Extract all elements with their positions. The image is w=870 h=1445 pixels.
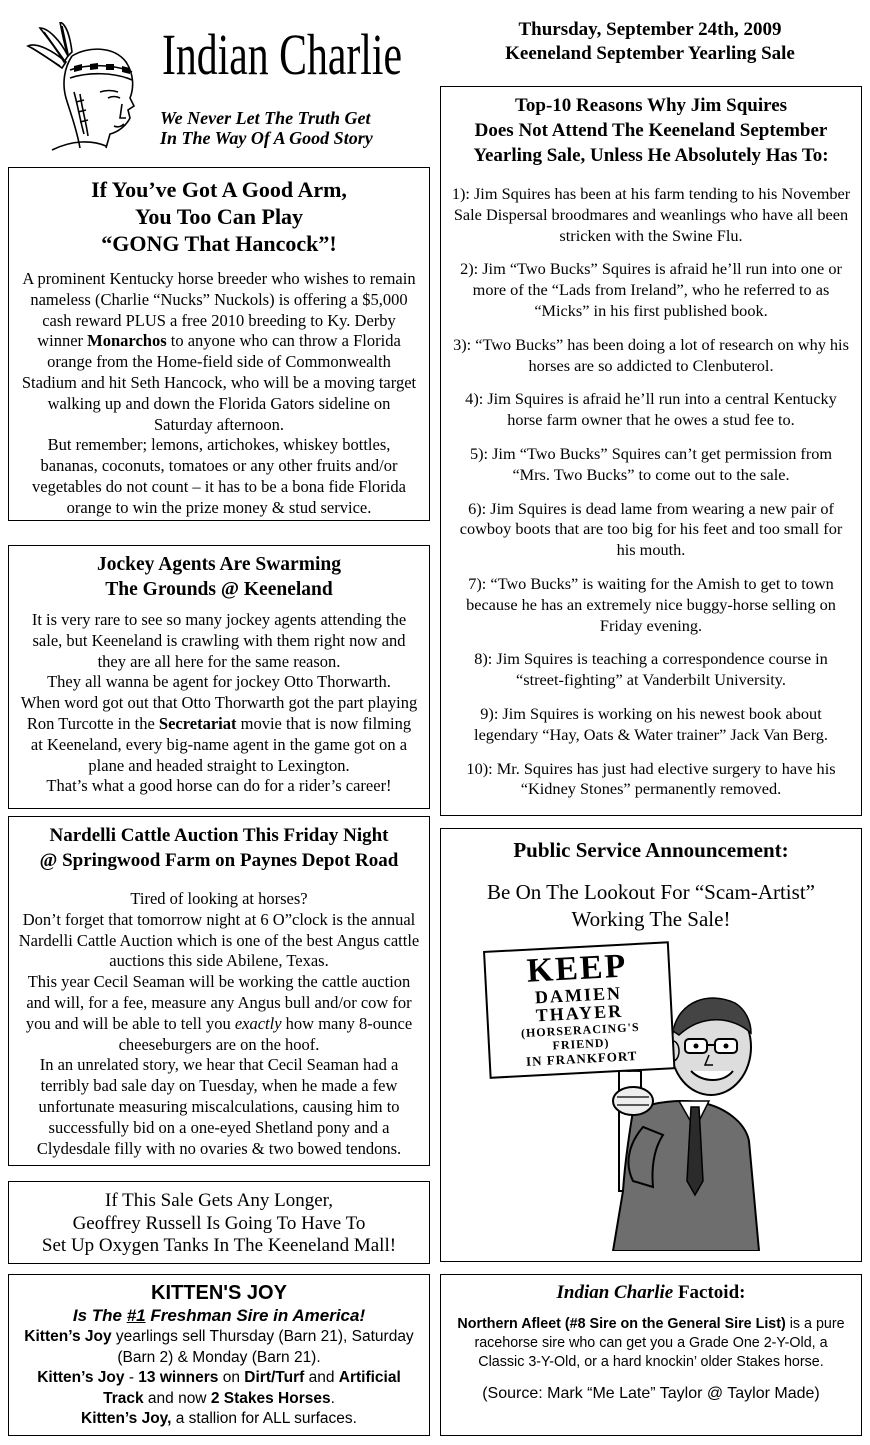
- jockey-paragraph-2: They all wanna be agent for jockey Otto Thorwarth.: [47, 672, 391, 692]
- top10-headline-line3: Yearling Sale, Unless He Absolutely Has To:: [473, 145, 829, 166]
- psa-line2: Working The Sale!: [571, 907, 731, 931]
- cattle-paragraph-2: Don’t forget that tomorrow night at 6 O”clock is the annual Nardelli Cattle Auction which is one of the best Angus cattle auctions this side Abilene, Texas.: [18, 909, 420, 971]
- oxygen-tanks-blurb: [8, 1181, 430, 1264]
- reason-item: 7): “Two Bucks” is waiting for the Amish to get to town because he has an extremely nice buggy-horse selling on Friday evening.: [466, 573, 836, 635]
- factoid-headline: Indian Charlie Factoid:: [556, 1282, 746, 1303]
- jockey-headline-line2: The Grounds @ Keeneland: [105, 579, 333, 600]
- reason-item: 1): Jim Squires has been at his farm tending to his November Sale Dispersal broodmares and weanlings who have all been stricken with the Swine Flu.: [451, 184, 851, 245]
- masthead-slogan-line1: We Never Let The Truth Get: [160, 108, 371, 128]
- indian-charlie-factoid: [440, 1274, 862, 1436]
- reason-item: 9): Jim Squires is working on his newest book about legendary “Hay, Oats & Water trainer” Jack Van Berg.: [474, 703, 828, 744]
- public-service-announcement: [440, 828, 862, 1262]
- oxygen-line3: Set Up Oxygen Tanks In The Keeneland Mall!: [41, 1235, 397, 1256]
- top10-reasons-article: [440, 86, 862, 816]
- kitten-line-3: Kitten’s Joy, a stallion for ALL surfaces.: [81, 1410, 357, 1427]
- gong-headline-line1: If You’ve Got A Good Arm,: [91, 177, 347, 202]
- gong-headline-line2: You Too Can Play: [134, 204, 304, 229]
- gong-headline-line3: “GONG That Hancock”!: [101, 231, 337, 256]
- kitten-line-2: Kitten’s Joy - 13 winners on Dirt/Turf and Artificial Track and now 2 Stakes Horses.: [37, 1369, 401, 1407]
- reason-item: 5): Jim “Two Bucks” Squires can’t get permission from “Mrs. Two Bucks” to come out to the sale.: [469, 443, 833, 484]
- reason-item: 10): Mr. Squires has just had elective surgery to have his “Kidney Stones” permanently removed.: [466, 758, 836, 799]
- reason-item: 4): Jim Squires is afraid he’ll run into a central Kentucky horse farm owner that he owes a stud fee to.: [465, 389, 837, 430]
- psa-line1: Be On The Lookout For “Scam-Artist”: [487, 880, 815, 904]
- masthead-slogan-line2: In The Way Of A Good Story: [160, 128, 373, 148]
- campaign-sign: [483, 941, 675, 1079]
- cattle-paragraph-1: Tired of looking at horses?: [130, 889, 308, 908]
- jockey-agents-article: [8, 545, 430, 809]
- oxygen-line1: If This Sale Gets Any Longer,: [105, 1190, 333, 1211]
- jockey-headline-line1: Jockey Agents Are Swarming: [97, 554, 341, 575]
- sign-line-horseracing: (HORSERACING'S: [520, 1019, 640, 1041]
- masthead-title: Indian Charlie: [162, 22, 403, 87]
- reason-item: 8): Jim Squires is teaching a correspondence course in “street-fighting” at Vanderbilt University.: [474, 649, 828, 690]
- top10-headline-line2: Does Not Attend The Keeneland September: [474, 120, 828, 141]
- reason-item: 2): Jim “Two Bucks” Squires is afraid he’ll run into one or more of the “Lads from Ireland”, who he referred to as “Micks” in his first published book.: [460, 259, 842, 320]
- reason-item: 3): “Two Bucks” has been doing a lot of research on why his horses are so addicted to Clenbuterol.: [453, 334, 849, 375]
- sign-line-frankfort: IN FRANKFORT: [525, 1048, 638, 1069]
- sign-line-keep: KEEP: [525, 947, 629, 990]
- cattle-paragraph-3: This year Cecil Seaman will be working the cattle auction and will, for a fee, measure any Angus bull and/or cow for you and will be able to tell you exactly how many 8-ounce cheeseburgers are on the hoof.: [25, 972, 413, 1054]
- sign-line-thayer: THAYER: [535, 1000, 624, 1026]
- gong-hancock-article: [8, 167, 430, 521]
- sign-line-damien: DAMIEN: [534, 982, 623, 1008]
- reason-item: 6): Jim Squires is dead lame from wearing a new pair of cowboy boots that are too big for his feet and too small for his mouth.: [459, 498, 843, 560]
- kitten-title: KITTEN'S JOY: [151, 1282, 287, 1304]
- issue-date: Thursday, September 24th, 2009: [518, 19, 782, 40]
- factoid-body: Northern Afleet (#8 Sire on the General Sire List) is a pure racehorse sire who can get you a Grade One 2-Y-Old, a Classic 3-Y-Old, or a hard knockin’ older Stakes horse.: [457, 1316, 845, 1370]
- indian-head-logo: [22, 22, 152, 152]
- jockey-paragraph-1: It is very rare to see so many jockey agents attending the sale, but Keeneland is crawling with them right now and they are all here for the same reason.: [31, 610, 407, 671]
- campaign-sign-cartoon: [483, 947, 843, 1251]
- gong-paragraph-2: But remember; lemons, artichokes, whiskey bottles, bananas, coconuts, tomatoes or any other fruits and/or vegetables do not count – it has to be a bona fide Florida orange to win the prize money & stud service.: [32, 435, 406, 517]
- top10-headline-line1: Top-10 Reasons Why Jim Squires: [514, 95, 788, 116]
- oxygen-line2: Geoffrey Russell Is Going To Have To: [72, 1212, 366, 1234]
- kitten-subtitle: Is The #1 Freshman Sire in America!: [72, 1306, 366, 1325]
- psa-headline: Public Service Announcement:: [513, 838, 789, 862]
- jockey-paragraph-3: When word got out that Otto Thorwarth got the part playing Ron Turcotte in the Secretariat movie that is now filming at Keeneland, every big-name agent in the game got on a plane and headed straight to Lexington.: [20, 693, 418, 775]
- cattle-auction-article: [8, 816, 430, 1166]
- gong-paragraph-1: A prominent Kentucky horse breeder who wishes to remain nameless (Charlie “Nucks” Nuckols) is offering a $5,000 cash reward PLUS a free 2010 breeding to Ky. Derby winner Monarchos to anyone who can throw a Florida orange from the Home-field side of Commonwealth Stadium and hit Seth Hancock, who will be a moving target walking up and down the Florida Gators sideline on Saturday afternoon.: [21, 269, 417, 434]
- cattle-headline-line1: Nardelli Cattle Auction This Friday Night: [49, 825, 389, 846]
- cattle-paragraph-4: In an unrelated story, we hear that Cecil Seaman had a terribly bad sale day on Tuesday, when he made a few unfortunate measuring miscalculations, causing him to successfully bid on a one-eyed Shetland pony and a Clydesdale filly with no ovaries & two bowed tendons.: [36, 1055, 402, 1158]
- factoid-source: (Source: Mark “Me Late” Taylor @ Taylor Made): [482, 1385, 820, 1402]
- kittens-joy-ad: [8, 1274, 430, 1436]
- sign-line-friend: FRIEND): [552, 1035, 610, 1053]
- cattle-headline-line2: @ Springwood Farm on Paynes Depot Road: [39, 850, 399, 871]
- kitten-line-1: Kitten’s Joy yearlings sell Thursday (Barn 21), Saturday (Barn 2) & Monday (Barn 21).: [24, 1328, 414, 1366]
- jockey-paragraph-4: That’s what a good horse can do for a rider’s career!: [46, 776, 392, 796]
- issue-event: Keeneland September Yearling Sale: [505, 43, 795, 64]
